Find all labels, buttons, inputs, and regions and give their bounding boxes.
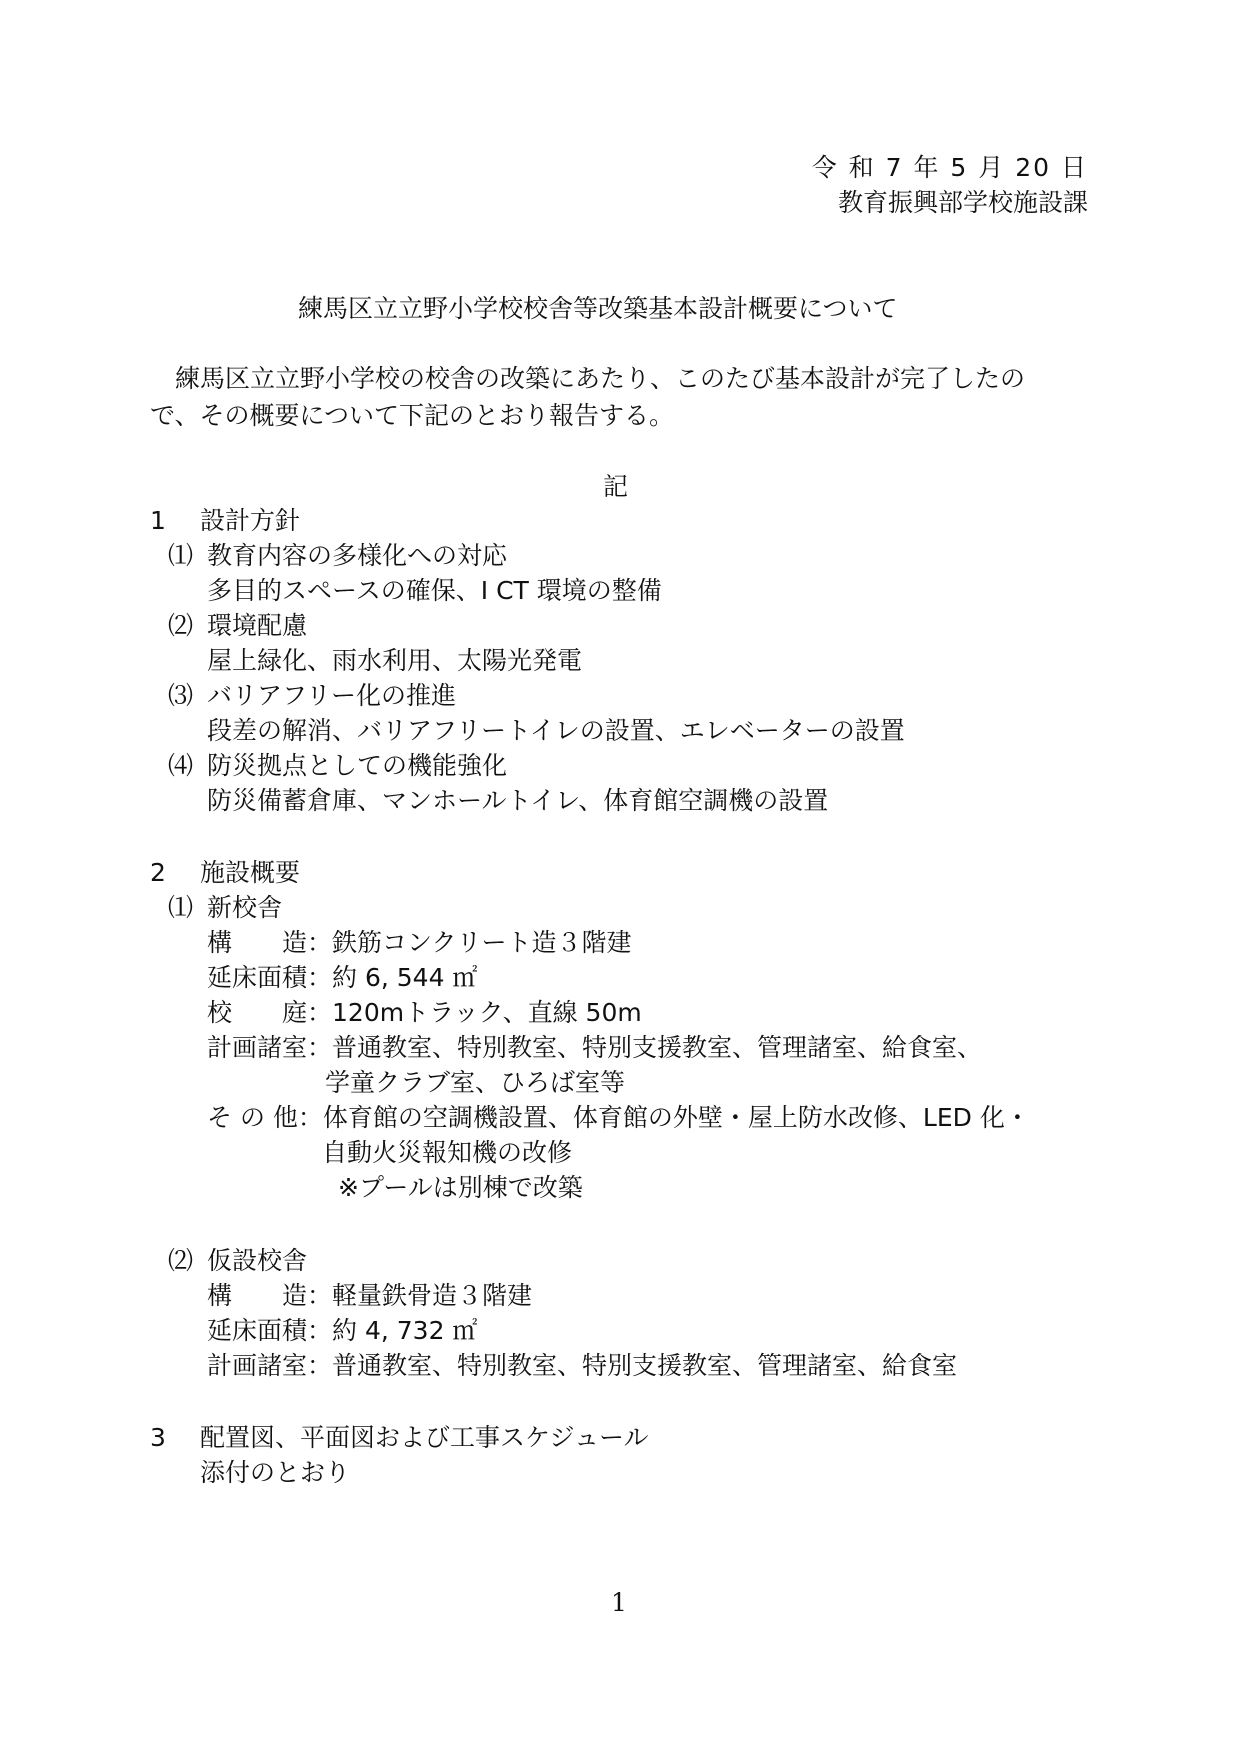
item-1-4-detail: 防災備蓄倉庫、マンホールトイレ、体育館空調機の設置 xyxy=(207,786,829,815)
new-rooms-value-line-2: 学童クラブ室、ひろば室等 xyxy=(325,1068,626,1097)
new-building-number: ⑴ xyxy=(168,893,194,922)
item-1-2-number: ⑵ xyxy=(168,611,194,640)
section-1-heading: 設計方針 xyxy=(200,506,301,535)
item-1-3-detail: 段差の解消、バリアフリートイレの設置、エレベーターの設置 xyxy=(207,716,905,745)
temp-rooms-label: 計画諸室： xyxy=(207,1351,333,1380)
new-structure-value: 鉄筋コンクリート造３階建 xyxy=(332,928,632,957)
new-other-value-line-2: 自動火災報知機の改修 xyxy=(322,1138,573,1167)
item-1-3-number: ⑶ xyxy=(168,681,194,710)
intro-line-2: で、その概要について下記のとおり報告する。 xyxy=(150,401,675,430)
page-number: 1 xyxy=(611,1588,627,1617)
new-other-value-line-1: 体育館の空調機設置、体育館の外壁・屋上防水改修、LED 化・ xyxy=(322,1103,1030,1132)
temp-building-title: 仮設校舎 xyxy=(207,1246,308,1275)
ki-marker: 記 xyxy=(603,472,629,501)
temp-building-number: ⑵ xyxy=(168,1246,194,1275)
new-yard-row xyxy=(207,995,642,1030)
new-other-label: そ の 他： xyxy=(207,1103,323,1132)
new-area-value: 約 6, 544 ㎡ xyxy=(332,963,478,992)
item-1-1-detail: 多目的スペースの確保、I CT 環境の整備 xyxy=(207,576,662,605)
new-structure-row xyxy=(207,925,632,960)
pool-note: ※プールは別棟で改築 xyxy=(338,1173,583,1202)
new-area-row xyxy=(207,960,477,995)
intro-line-1: 練馬区立立野小学校の校舎の改築にあたり、このたび基本設計が完了したの xyxy=(175,364,1026,393)
item-1-1-title: 教育内容の多様化への対応 xyxy=(207,541,508,570)
new-building-title: 新校舎 xyxy=(207,893,283,922)
new-other-row xyxy=(207,1100,1030,1135)
temp-area-label: 延床面積： xyxy=(207,1316,333,1345)
section-3-heading: 配置図、平面図および工事スケジュール xyxy=(200,1423,649,1452)
temp-area-value: 約 4, 732 ㎡ xyxy=(332,1316,478,1345)
document-date: 令 和 7 年 5 月 20 日 xyxy=(811,153,1088,182)
temp-area-row xyxy=(207,1313,477,1348)
item-1-4-title: 防災拠点としての機能強化 xyxy=(207,751,508,780)
item-1-3-title: バリアフリー化の推進 xyxy=(207,681,457,710)
new-rooms-label: 計画諸室： xyxy=(207,1033,333,1062)
temp-rooms-row xyxy=(207,1348,957,1383)
temp-structure-label: 構 造： xyxy=(207,1281,333,1310)
item-1-2-title: 環境配慮 xyxy=(207,611,308,640)
section-2-number: 2 xyxy=(150,858,166,887)
new-yard-label: 校 庭： xyxy=(207,998,333,1027)
section-3-number: 3 xyxy=(150,1423,166,1452)
section-1-number: 1 xyxy=(150,506,166,535)
new-structure-label: 構 造： xyxy=(207,928,333,957)
temp-structure-value: 軽量鉄骨造３階建 xyxy=(332,1281,533,1310)
item-1-4-number: ⑷ xyxy=(168,751,194,780)
section-3-detail: 添付のとおり xyxy=(200,1458,351,1487)
document-title: 練馬区立立野小学校校舎等改築基本設計概要について xyxy=(298,294,898,323)
new-yard-value: 120mトラック、直線 50m xyxy=(332,998,642,1027)
new-rooms-row xyxy=(207,1030,982,1065)
new-area-label: 延床面積： xyxy=(207,963,333,992)
item-1-2-detail: 屋上緑化、雨水利用、太陽光発電 xyxy=(207,646,583,675)
new-rooms-value-line-1: 普通教室、特別教室、特別支援教室、管理諸室、給食室、 xyxy=(332,1033,983,1062)
section-2-heading: 施設概要 xyxy=(200,858,301,887)
item-1-1-number: ⑴ xyxy=(168,541,194,570)
temp-structure-row xyxy=(207,1278,532,1313)
issuing-department: 教育振興部学校施設課 xyxy=(837,188,1088,217)
temp-rooms-value: 普通教室、特別教室、特別支援教室、管理諸室、給食室 xyxy=(332,1351,958,1380)
